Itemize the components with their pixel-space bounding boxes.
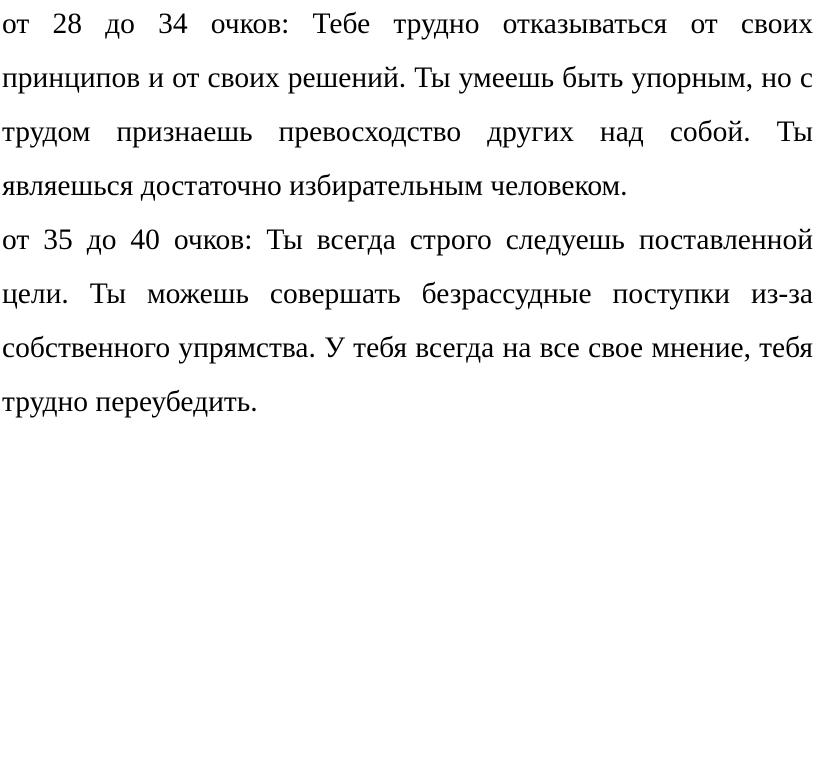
document-body: [2, 0, 813, 429]
paragraph-28-34-points: от 28 до 34 очков: Тебе трудно отказываться от своих принципов и от своих решений. Ты умеешь быть упорным, но с трудом признаешь превосходство других над собой. Ты являешься достаточно избирательным человеком.: [2, 8, 813, 202]
paragraph-35-40-points: от 35 до 40 очков: Ты всегда строго следуешь поставленной цели. Ты можешь совершать безрассудные поступки из-за собственного упрямства. У тебя всегда на все свое мнение, тебя трудно переубедить.: [2, 224, 813, 418]
